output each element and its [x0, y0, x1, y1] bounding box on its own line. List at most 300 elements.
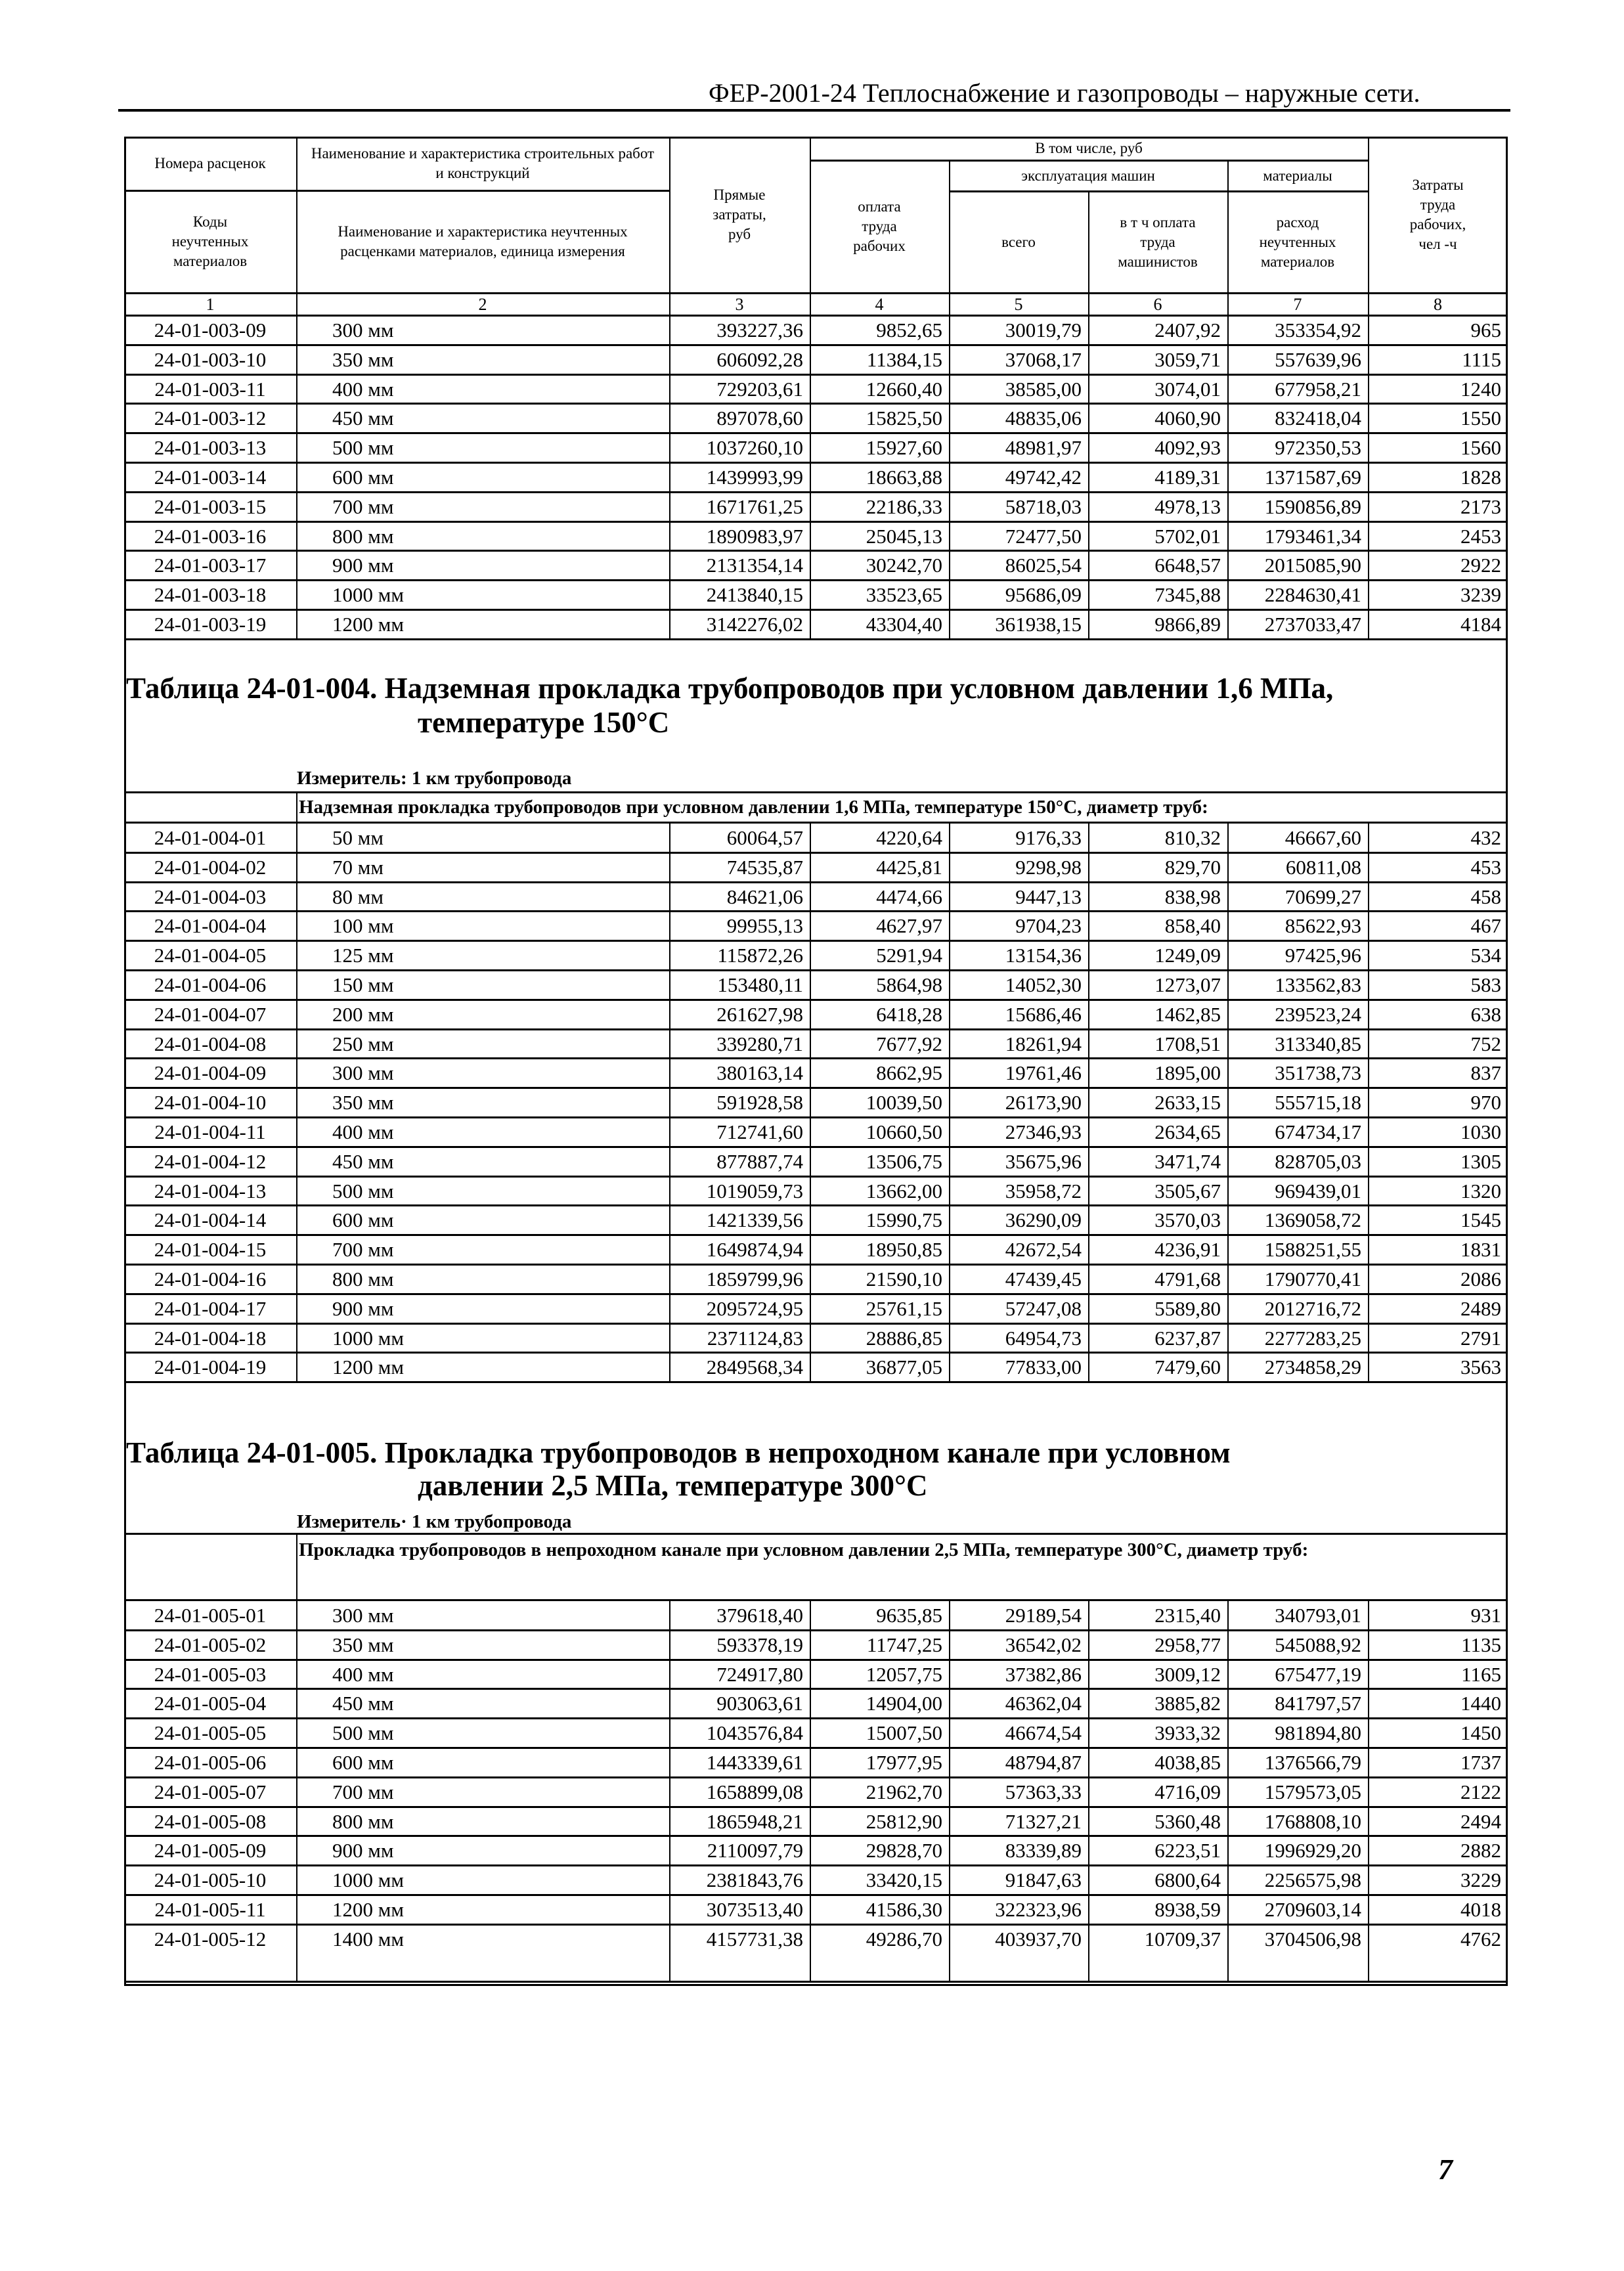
rule [1088, 345, 1089, 374]
item-name: 1200 мм [332, 613, 404, 636]
rule [1088, 1294, 1089, 1323]
rule [1368, 315, 1369, 345]
item-name: 450 мм [332, 1692, 394, 1715]
rule [949, 1000, 950, 1029]
rule [949, 374, 950, 404]
item-name: 500 мм [332, 1179, 394, 1202]
rule [949, 852, 950, 882]
rule [949, 1718, 950, 1748]
rule [1227, 882, 1229, 912]
direct-cost: 2849568,34 [706, 1356, 803, 1379]
rule [1368, 1600, 1369, 1630]
labor-hours: 3229 [1460, 1868, 1501, 1892]
rule [949, 1205, 950, 1235]
labor-hours: 1305 [1460, 1149, 1501, 1173]
rule [296, 1235, 297, 1264]
rate-code: 24-01-003-10 [154, 347, 267, 371]
machinist-pay: 829,70 [1164, 855, 1221, 879]
labor-pay: 4220,64 [876, 826, 942, 849]
rule [1368, 1807, 1369, 1836]
rule [1088, 823, 1089, 852]
rule [810, 1000, 811, 1029]
rule [1368, 1895, 1369, 1924]
labor-pay: 5864,98 [876, 973, 942, 996]
rate-code: 24-01-003-12 [154, 407, 267, 430]
rule [669, 1748, 670, 1777]
labor-pay: 9852,65 [876, 319, 942, 342]
rate-code: 24-01-005-01 [154, 1604, 267, 1627]
rate-code: 24-01-004-11 [154, 1120, 266, 1143]
labor-pay: 18950,85 [866, 1238, 942, 1262]
labor-hours: 1115 [1462, 347, 1501, 371]
rule [1227, 293, 1229, 315]
direct-cost: 591928,58 [716, 1091, 803, 1114]
rate-code: 24-01-005-04 [154, 1692, 267, 1715]
labor-pay: 13506,75 [866, 1149, 942, 1173]
machine-total: 83339,89 [1005, 1839, 1082, 1863]
rule [1227, 1235, 1229, 1264]
rule [1368, 1264, 1369, 1294]
item-name: 900 мм [332, 554, 394, 577]
item-name: 200 мм [332, 1002, 394, 1026]
direct-cost: 2131354,14 [706, 554, 803, 577]
rule [1088, 374, 1089, 404]
machine-total: 35675,96 [1005, 1149, 1082, 1173]
labor-pay: 8662,95 [876, 1061, 942, 1085]
item-name: 800 мм [332, 1809, 394, 1833]
rule [1088, 550, 1089, 580]
rule [1227, 1807, 1229, 1836]
header-col2-top: Наименование и характеристика строительных работ и конструкций [311, 145, 655, 181]
rule [810, 1352, 811, 1382]
rate-code: 24-01-004-10 [154, 1091, 267, 1114]
item-name: 400 мм [332, 1120, 394, 1143]
materials: 1376566,79 [1264, 1751, 1361, 1774]
rule [124, 638, 1508, 640]
table-005-title-line2: давлении 2,5 МПа, температуре 300°С [418, 1469, 928, 1502]
machinist-pay: 2958,77 [1154, 1633, 1221, 1656]
rate-code: 24-01-004-03 [154, 885, 267, 908]
materials: 1369058,72 [1264, 1208, 1361, 1232]
machine-total: 77833,00 [1005, 1356, 1082, 1379]
rule [949, 1294, 950, 1323]
labor-hours: 2453 [1460, 524, 1501, 548]
labor-hours: 1450 [1460, 1721, 1501, 1745]
rule [124, 190, 669, 192]
direct-cost: 606092,28 [716, 347, 803, 371]
machine-total: 71327,21 [1005, 1809, 1082, 1833]
rule [1088, 1865, 1089, 1895]
labor-pay: 13662,00 [866, 1179, 942, 1202]
rule [296, 1176, 297, 1206]
item-name: 70 мм [332, 855, 384, 879]
machinist-pay: 3570,03 [1154, 1208, 1221, 1232]
machinist-pay: 6648,57 [1154, 554, 1221, 577]
rule [669, 1029, 670, 1059]
rule [810, 521, 811, 551]
rule [1227, 1000, 1229, 1029]
machine-total: 27346,93 [1005, 1120, 1082, 1143]
rule [949, 970, 950, 1000]
machine-total: 57363,33 [1005, 1780, 1082, 1803]
labor-hours: 467 [1470, 914, 1501, 938]
machine-total: 19761,46 [1005, 1061, 1082, 1085]
direct-cost: 1443339,61 [706, 1751, 803, 1774]
rule [949, 1058, 950, 1088]
rate-code: 24-01-003-17 [154, 554, 267, 577]
item-name: 100 мм [332, 914, 394, 938]
rate-code: 24-01-003-11 [154, 377, 266, 401]
machine-total: 15686,46 [1005, 1002, 1082, 1026]
rule [1088, 940, 1089, 970]
rule [296, 1029, 297, 1059]
rule [296, 609, 297, 639]
rate-code: 24-01-004-02 [154, 855, 267, 879]
rule [810, 1088, 811, 1117]
direct-cost: 903063,61 [716, 1692, 803, 1715]
materials: 2709603,14 [1264, 1898, 1361, 1921]
table-004-title-line1: Таблица 24-01-004. Надземная прокладка трубопроводов при условном давлении 1,6 МПа, [126, 672, 1334, 705]
item-name: 350 мм [332, 347, 394, 371]
item-name: 900 мм [332, 1839, 394, 1863]
rule [1088, 191, 1089, 293]
rule [1088, 1660, 1089, 1689]
machinist-pay: 810,32 [1164, 826, 1221, 849]
rule [1227, 1176, 1229, 1206]
header-col5: всего [1001, 233, 1036, 250]
column-number: 1 [206, 294, 215, 314]
rule [1368, 1117, 1369, 1147]
rule [1227, 823, 1229, 852]
column-number: 7 [1293, 294, 1302, 314]
rule [669, 1176, 670, 1206]
labor-hours: 1135 [1461, 1633, 1501, 1656]
labor-pay: 6418,28 [876, 1002, 942, 1026]
labor-pay: 11384,15 [866, 347, 942, 371]
rate-code: 24-01-004-01 [154, 826, 267, 849]
labor-hours: 2173 [1460, 495, 1501, 518]
rule [669, 1147, 670, 1176]
materials: 2284630,41 [1264, 583, 1361, 607]
rule [296, 911, 297, 940]
rule [1227, 1630, 1229, 1660]
rule [669, 580, 670, 609]
labor-hours: 1320 [1460, 1179, 1501, 1202]
direct-cost: 115872,26 [717, 944, 803, 967]
rule [810, 852, 811, 882]
rate-code: 24-01-005-05 [154, 1721, 267, 1745]
rule [669, 882, 670, 912]
table-005-title-line1: Таблица 24-01-005. Прокладка трубопроводов в непроходном канале при условном [126, 1436, 1231, 1469]
direct-cost: 2110097,79 [707, 1839, 803, 1863]
running-header: ФЕР-2001-24 Теплоснабжение и газопроводы – наружные сети. [709, 78, 1420, 108]
materials: 313340,85 [1275, 1032, 1361, 1055]
rule [949, 550, 950, 580]
table-004-meter: Измеритель: 1 км трубопровода [297, 768, 572, 789]
rule [669, 315, 670, 345]
item-name: 350 мм [332, 1633, 394, 1656]
labor-hours: 2086 [1460, 1268, 1501, 1290]
rule [1227, 1924, 1229, 1981]
rule [669, 1058, 670, 1088]
rule [1088, 315, 1089, 345]
machine-total: 361938,15 [995, 613, 1082, 636]
rule [669, 137, 670, 293]
rule [1227, 580, 1229, 609]
rule [1088, 1688, 1089, 1718]
rule [1088, 1807, 1089, 1836]
direct-cost: 1658899,08 [706, 1780, 803, 1803]
materials: 969439,01 [1275, 1179, 1361, 1202]
rule [669, 462, 670, 492]
rule [1227, 1117, 1229, 1147]
rule [296, 1630, 297, 1660]
machine-total: 37382,86 [1005, 1662, 1082, 1686]
labor-pay: 28886,85 [866, 1326, 942, 1350]
rule [1088, 521, 1089, 551]
labor-pay: 10039,50 [866, 1091, 942, 1114]
rule [296, 1600, 297, 1630]
rule [949, 1352, 950, 1382]
rule [1368, 1176, 1369, 1206]
rule [1368, 1865, 1369, 1895]
rule [296, 970, 297, 1000]
labor-pay: 43304,40 [866, 613, 942, 636]
rule [949, 1924, 950, 1981]
rule [1227, 970, 1229, 1000]
direct-cost: 724917,80 [716, 1662, 803, 1686]
machine-total: 47439,45 [1005, 1268, 1082, 1290]
labor-pay: 4425,81 [876, 855, 942, 879]
item-name: 500 мм [332, 436, 394, 460]
materials: 2256575,98 [1264, 1868, 1361, 1892]
rule [1227, 403, 1229, 433]
rule [296, 137, 297, 293]
rule [949, 1865, 950, 1895]
rule [1368, 1924, 1369, 1981]
rule [669, 823, 670, 852]
rule [1368, 521, 1369, 551]
direct-cost: 1865948,21 [706, 1809, 803, 1833]
rate-code: 24-01-004-04 [154, 914, 267, 938]
rule [296, 1836, 297, 1865]
machine-total: 13154,36 [1005, 944, 1082, 967]
rule [669, 403, 670, 433]
labor-pay: 17977,95 [866, 1751, 942, 1774]
rule [669, 1718, 670, 1748]
rule [1227, 852, 1229, 882]
direct-cost: 1859799,96 [706, 1268, 803, 1290]
rule [1088, 911, 1089, 940]
rate-code: 24-01-003-15 [154, 495, 267, 518]
rule [669, 1205, 670, 1235]
machinist-pay: 2634,65 [1154, 1120, 1221, 1143]
labor-hours: 534 [1470, 944, 1501, 967]
rule [810, 1748, 811, 1777]
rule [810, 1176, 811, 1206]
direct-cost: 3073513,40 [706, 1898, 803, 1921]
labor-hours: 1030 [1460, 1120, 1501, 1143]
page-number: 7 [1438, 2153, 1453, 2186]
labor-hours: 1550 [1460, 407, 1501, 430]
rule [669, 1807, 670, 1836]
materials: 1790770,41 [1264, 1268, 1361, 1290]
machinist-pay: 5589,80 [1154, 1296, 1221, 1320]
materials: 981894,80 [1275, 1721, 1361, 1745]
rule [1088, 1029, 1089, 1059]
materials: 1793461,34 [1264, 524, 1361, 548]
rule [296, 940, 297, 970]
direct-cost: 593378,19 [716, 1633, 803, 1656]
machinist-pay: 4791,68 [1154, 1268, 1221, 1290]
labor-hours: 2882 [1460, 1839, 1501, 1863]
labor-pay: 25812,90 [866, 1809, 942, 1833]
labor-hours: 453 [1470, 855, 1501, 879]
rule [1088, 1895, 1089, 1924]
rule [1368, 1235, 1369, 1264]
rule [1368, 1058, 1369, 1088]
labor-hours: 583 [1470, 973, 1501, 996]
materials: 97425,96 [1284, 944, 1361, 967]
rule [1227, 1660, 1229, 1689]
rule [669, 1323, 670, 1353]
table-005-meter: Измеритель· 1 км трубопровода [297, 1511, 572, 1532]
rule [296, 1000, 297, 1029]
rule [1368, 970, 1369, 1000]
rule [1227, 1688, 1229, 1718]
materials: 2012716,72 [1264, 1296, 1361, 1320]
rule [1227, 492, 1229, 521]
labor-hours: 931 [1470, 1604, 1501, 1627]
rule [1368, 345, 1369, 374]
rule [949, 1088, 950, 1117]
machine-total: 36542,02 [1005, 1633, 1082, 1656]
labor-hours: 1545 [1460, 1208, 1501, 1232]
rule [810, 137, 811, 293]
header-col1-top: Номера расценок [154, 155, 266, 171]
table-005-subheader: Прокладка трубопроводов в непроходном канале при условном давлении 2,5 МПа, температуре 300°С, диаметр труб: [299, 1539, 1309, 1560]
machine-total: 38585,00 [1005, 377, 1082, 401]
rule [810, 293, 811, 315]
machinist-pay: 858,40 [1164, 914, 1221, 938]
rule [296, 823, 297, 852]
rate-code: 24-01-005-10 [154, 1868, 267, 1892]
machine-total: 49742,42 [1005, 466, 1082, 489]
rate-code: 24-01-004-05 [154, 944, 267, 967]
materials: 85622,93 [1284, 914, 1361, 938]
direct-cost: 380163,14 [716, 1061, 803, 1085]
materials: 1579573,05 [1264, 1780, 1361, 1803]
rule [1368, 1660, 1369, 1689]
machinist-pay: 2633,15 [1154, 1091, 1221, 1114]
direct-cost: 729203,61 [716, 377, 803, 401]
item-name: 800 мм [332, 1268, 394, 1290]
rule [1368, 1294, 1369, 1323]
rule [1368, 492, 1369, 521]
labor-hours: 458 [1470, 885, 1501, 908]
rule [669, 1895, 670, 1924]
rule [810, 550, 811, 580]
rule [1368, 374, 1369, 404]
machine-total: 9298,98 [1015, 855, 1082, 879]
item-name: 1000 мм [332, 1868, 404, 1892]
machine-total: 64954,73 [1005, 1326, 1082, 1350]
rule [296, 1924, 297, 1981]
rule [1368, 1352, 1369, 1382]
rule [949, 1600, 950, 1630]
rule [810, 609, 811, 639]
item-name: 1200 мм [332, 1898, 404, 1921]
machinist-pay: 7345,88 [1154, 583, 1221, 607]
rate-code: 24-01-003-13 [154, 436, 267, 460]
header-rule [118, 109, 1510, 112]
machinist-pay: 4038,85 [1154, 1751, 1221, 1774]
header-col8: Затраты труда рабочих, чел -ч [1409, 177, 1466, 252]
labor-hours: 2791 [1460, 1326, 1501, 1350]
rule [296, 1748, 297, 1777]
item-name: 450 мм [332, 407, 394, 430]
machine-total: 48835,06 [1005, 407, 1082, 430]
rule [1227, 1748, 1229, 1777]
rule [1088, 1058, 1089, 1088]
direct-cost: 339280,71 [716, 1032, 803, 1055]
rule [810, 1147, 811, 1176]
direct-cost: 393227,36 [716, 319, 803, 342]
rule [810, 1777, 811, 1807]
materials: 1996929,20 [1264, 1839, 1361, 1863]
rule [1088, 1352, 1089, 1382]
labor-pay: 22186,33 [866, 495, 942, 518]
rule [949, 1807, 950, 1836]
rule [296, 1807, 297, 1836]
rule [296, 1117, 297, 1147]
rate-code: 24-01-005-06 [154, 1751, 267, 1774]
direct-cost: 261627,98 [716, 1002, 803, 1026]
labor-hours: 4762 [1460, 1927, 1501, 1951]
machinist-pay: 3933,32 [1154, 1721, 1221, 1745]
item-name: 250 мм [332, 1032, 394, 1055]
labor-pay: 15927,60 [866, 436, 942, 460]
materials: 60811,08 [1285, 855, 1361, 879]
rule [949, 1748, 950, 1777]
rule [810, 492, 811, 521]
rule [669, 1117, 670, 1147]
rule [1227, 1058, 1229, 1088]
direct-cost: 379618,40 [716, 1604, 803, 1627]
direct-cost: 99955,13 [726, 914, 803, 938]
rule [1368, 1147, 1369, 1176]
rule [949, 1836, 950, 1865]
rule [1227, 1147, 1229, 1176]
rule [669, 1924, 670, 1981]
rule [949, 315, 950, 345]
materials: 677958,21 [1275, 377, 1361, 401]
machinist-pay: 7479,60 [1154, 1356, 1221, 1379]
rule [296, 580, 297, 609]
item-name: 600 мм [332, 1208, 394, 1232]
rule [1088, 1088, 1089, 1117]
rule [810, 1600, 811, 1630]
labor-hours: 3239 [1460, 583, 1501, 607]
materials: 555715,18 [1275, 1091, 1361, 1114]
labor-pay: 18663,88 [866, 466, 942, 489]
rule [1368, 882, 1369, 912]
rule [669, 1600, 670, 1630]
rule [1088, 1630, 1089, 1660]
rate-code: 24-01-004-16 [154, 1268, 267, 1290]
rule [296, 1088, 297, 1117]
rule [1227, 1352, 1229, 1382]
